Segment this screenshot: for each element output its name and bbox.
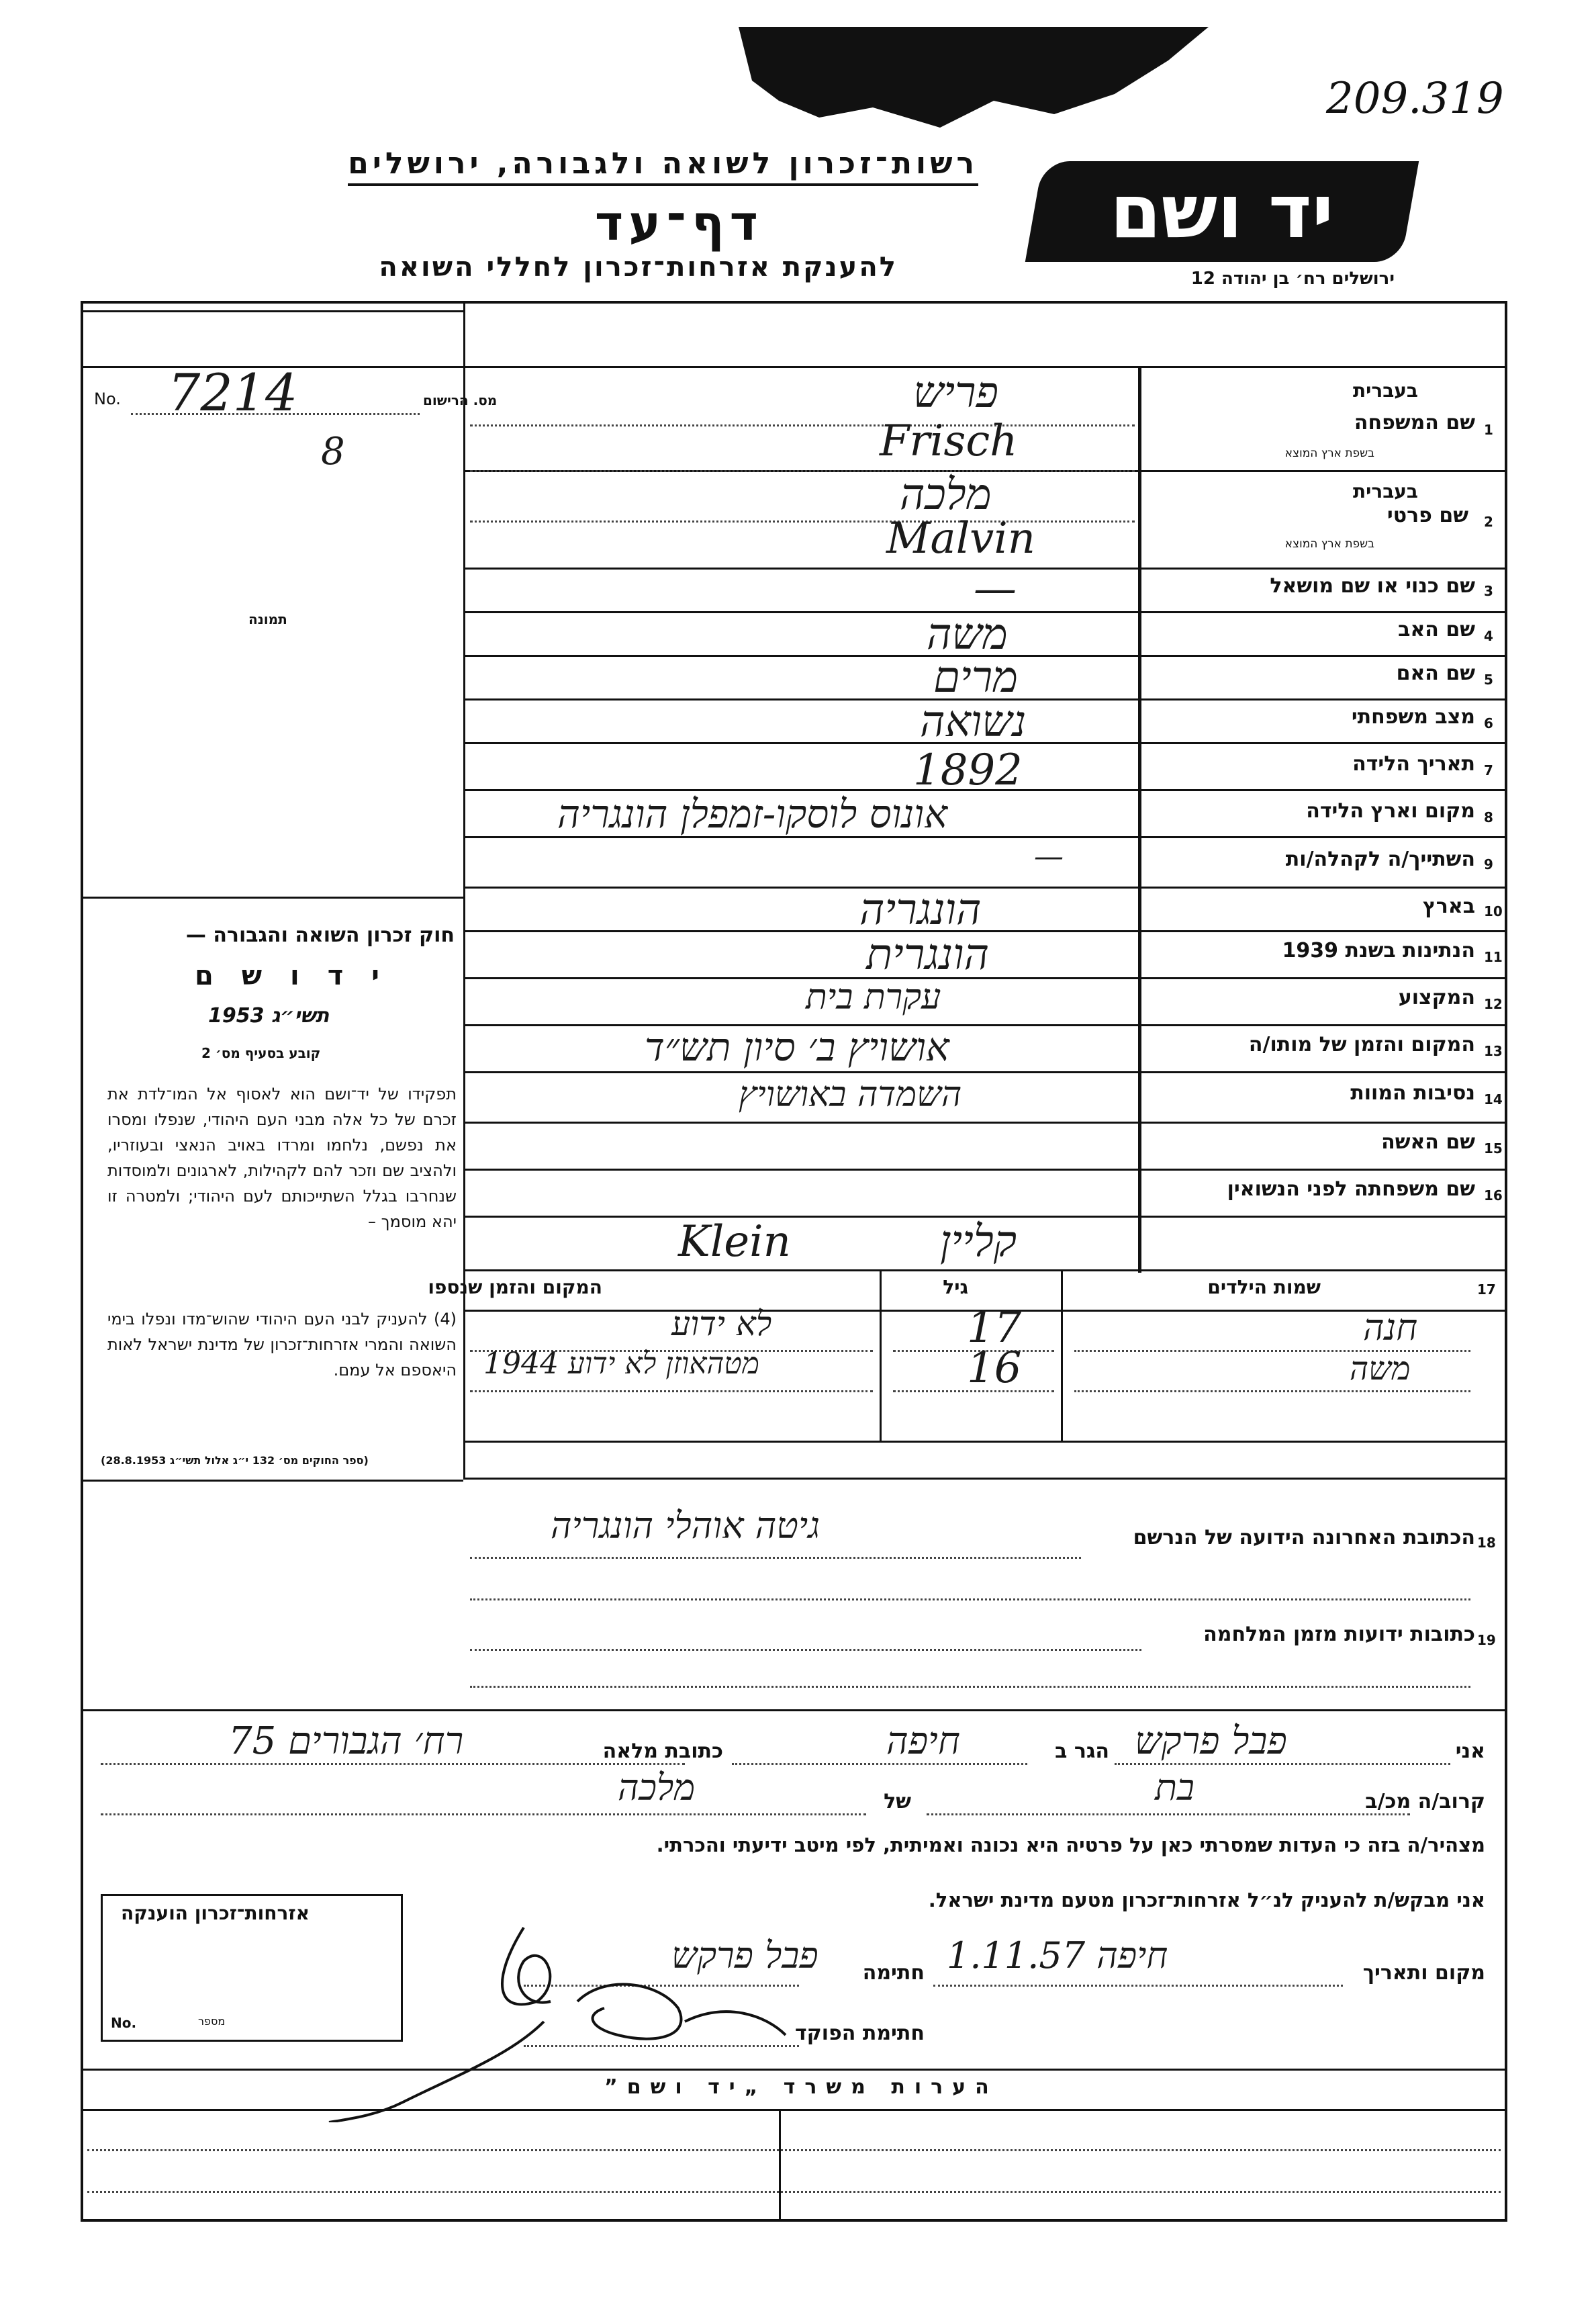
declaration-1: מצהיר/ה בזה כי העדות שמסרתי כאן על פרטיה היא נכונה ואמיתית, לפי מיטב ידיעתי והכרתי.	[656, 1834, 1485, 1856]
field-2-label: שם פרטי	[1387, 504, 1468, 527]
field-5-num: 5	[1484, 672, 1493, 688]
field-9-num: 9	[1484, 856, 1493, 872]
children-num: 17	[1477, 1281, 1496, 1298]
registration-subvalue: 8	[321, 430, 345, 473]
office-notes-title: הערות משרד „יד ושם”	[604, 2075, 998, 2099]
field-10-label: בארץ	[1422, 895, 1475, 918]
field-10-value: הונגריה	[859, 885, 982, 935]
declaration-2: אני מבקש/ת להעניק לנ״ל אזרחות־זכרון מטעם מדינת ישראל.	[928, 1889, 1485, 1911]
child-1-age: 17	[967, 1303, 1022, 1353]
logo-text: יד ושם	[1110, 169, 1334, 255]
citizenship-title: אזרחות־זכרון הוענקה	[121, 1902, 310, 1924]
address-19-label: כתובות ידועות מזמן המלחמה	[1203, 1623, 1475, 1646]
form-title: דף־עד	[594, 195, 763, 251]
law-text-1: תפקידו של יד־ושם הוא לאסוף אל המו־לדת את זכרם של כל אלה מבני העם היהודי, שנפלו ומסרו את נפשם, נלחמו ומרדו באויב הנאצי ובעוזריו, ולהציב שם וזכר להם לקהילות, לארגונים ולמוסדות שנחרבו בגלל השתייכותם לעם היהודי; ולמטרה זו יהא מוסמך –	[107, 1085, 457, 1231]
field-1-sub2: בשפת ארץ המוצא	[1284, 447, 1374, 460]
child-2-name: משה	[1350, 1350, 1411, 1388]
field-6-label: מצב משפחתי	[1351, 705, 1475, 729]
field-10-num: 10	[1484, 903, 1503, 919]
law-year: תשי״ג 1953	[208, 1004, 330, 1028]
field-14-value: השמדה באושויץ	[739, 1075, 962, 1115]
field-5-value: מרים	[933, 653, 1019, 703]
field-4-label: שם האב	[1398, 618, 1475, 641]
field-4-num: 4	[1484, 628, 1493, 644]
archive-number: 209.319	[1326, 74, 1504, 124]
field-14-label: נסיבות המוות	[1350, 1081, 1475, 1105]
law-title: חוק זכרון השואה והגבורה —	[185, 923, 455, 947]
field-9-label: השתייך/ה לקהלה/ות	[1285, 848, 1475, 871]
field-14-num: 14	[1484, 1091, 1503, 1108]
field-1-value-orig: Frisch	[880, 416, 1018, 466]
field-16-num: 16	[1484, 1187, 1503, 1204]
field-9-value: —	[1034, 840, 1064, 874]
declarant-of-label: של	[884, 1790, 911, 1813]
torn-edge	[739, 20, 1209, 128]
declarant-relative-value: בת	[1155, 1766, 1194, 1809]
field-1-value-he: פריש	[913, 368, 999, 418]
field-2-num: 2	[1484, 514, 1493, 530]
field-1-num: 1	[1484, 422, 1493, 438]
field-11-num: 11	[1484, 949, 1503, 965]
child-2-place: מטהאוזן לא ידוע 1944	[483, 1347, 759, 1381]
field-11-label: הנתינות בשנת 1939	[1282, 939, 1475, 962]
address-19-num: 19	[1477, 1632, 1496, 1648]
field-4-value: משה	[927, 610, 1008, 660]
registration-label: מס. הרישום	[423, 392, 498, 408]
field-2-sub2: בשפת ארץ המוצא	[1284, 537, 1374, 551]
field-8-num: 8	[1484, 809, 1493, 825]
law-clause: קובע בסעיף מס׳ 2	[201, 1045, 321, 1061]
signature-value: פבל פרקש	[671, 1934, 818, 1977]
law-name: י ד ו ש ם	[195, 960, 389, 991]
field-8-value: אונוס לוסקו-זמפלן הונגריה	[557, 791, 948, 837]
children-col-age: גיל	[943, 1276, 968, 1298]
declarant-full-address-value: רח׳ הגבורים 75	[228, 1719, 464, 1763]
field-2-value-orig: Malvin	[886, 514, 1035, 563]
field-6-num: 6	[1484, 715, 1493, 731]
field-12-label: המקצוע	[1398, 986, 1475, 1009]
address-18-num: 18	[1477, 1535, 1496, 1551]
children-col-place: המקום והזמן שנספו	[428, 1276, 602, 1298]
place-date-value: חיפה 1.11.57	[947, 1934, 1168, 1977]
field-3-label: שם כנוי או שם מושאל	[1270, 574, 1475, 598]
citizenship-no-label: No.	[111, 2015, 137, 2031]
law-text-2: (4) להעניק לבני העם היהודי שהוש־מדו ונפלו בימי השואה והמרי אזרחות־זכרון של מדינת ישראל לאות היאספם אל עמם.	[107, 1310, 457, 1380]
field-8-label: מקום וארץ הלידה	[1306, 799, 1475, 823]
address-18-value: גיטה אוהלי הונגריה	[551, 1504, 820, 1547]
declarant-lives-label: הגר ב	[1055, 1739, 1109, 1763]
field-16-value-orig: Klein	[678, 1217, 791, 1267]
field-5-label: שם האם	[1396, 662, 1475, 685]
citizenship-number-label: מספר	[198, 2015, 226, 2028]
field-7-label: תאריך הלידה	[1352, 752, 1475, 776]
child-2-age: 16	[967, 1343, 1022, 1393]
field-2-value-he: מלכה	[900, 470, 992, 520]
field-11-value: הונגרית	[866, 930, 990, 980]
field-12-value: עקרת בית	[806, 977, 941, 1018]
field-12-num: 12	[1484, 996, 1503, 1012]
field-16-value: קליין	[940, 1217, 1017, 1267]
field-1-label: שם המשפחה	[1354, 411, 1475, 435]
field-15-num: 15	[1484, 1140, 1503, 1157]
children-col-names: שמות הילדים	[1207, 1276, 1321, 1298]
place-date-label: מקום ותאריך	[1362, 1961, 1485, 1985]
officer-signature-label: חתימת הפוקד	[795, 2022, 925, 2045]
law-source: (ספר החוקים מס׳ 132 י״ג אלול תשי״ג 28.8.1953)	[101, 1454, 369, 1467]
declarant-i-label: אני	[1455, 1739, 1485, 1763]
field-13-label: המקום והזמן של מותו/ה	[1248, 1033, 1475, 1056]
field-15-label: שם האשה	[1381, 1130, 1475, 1154]
declarant-of-value: מלכה	[618, 1766, 696, 1809]
yad-vashem-logo	[1025, 161, 1419, 262]
field-3-value: —	[974, 564, 1017, 614]
field-13-num: 13	[1484, 1043, 1503, 1059]
field-6-value: נשואה	[920, 697, 1027, 747]
registration-no-label: No.	[94, 390, 121, 408]
declarant-relative-label: קרוב/ה מכ/ב	[1365, 1790, 1485, 1813]
child-1-place: לא ידוע	[671, 1304, 772, 1343]
field-1-sub1: בעברית	[1352, 379, 1418, 402]
field-16-label: שם משפחתה לפני הנשואין	[1227, 1177, 1475, 1201]
field-7-num: 7	[1484, 762, 1493, 778]
form-subtitle: להענקת אזרחות־זכרון לחללי השואה	[379, 252, 898, 283]
field-2-sub1: בעברית	[1352, 480, 1418, 502]
declarant-full-address-label: כתובת מלאה	[602, 1739, 723, 1763]
child-1-name: חנה	[1363, 1306, 1418, 1349]
declarant-lives-value: חיפה	[886, 1719, 960, 1763]
logo-address: ירושלים רח׳ בן יהודה 12	[1190, 269, 1395, 289]
declarant-i-value: פבל פרקש	[1135, 1719, 1287, 1763]
field-3-num: 3	[1484, 583, 1493, 599]
field-13-value: אושויץ ב׳ סיון תש״ד	[645, 1024, 949, 1070]
registration-value: 7214	[168, 363, 298, 422]
authority-title: רשות־זכרון לשואה ולגבורה, ירושלים	[348, 146, 978, 186]
field-7-value: 1892	[913, 745, 1023, 795]
signature-label: חתימה	[862, 1961, 925, 1985]
address-18-label: הכתובת האחרונה הידועה של הנרשם	[1133, 1526, 1475, 1549]
photo-label: תמונה	[248, 611, 287, 627]
